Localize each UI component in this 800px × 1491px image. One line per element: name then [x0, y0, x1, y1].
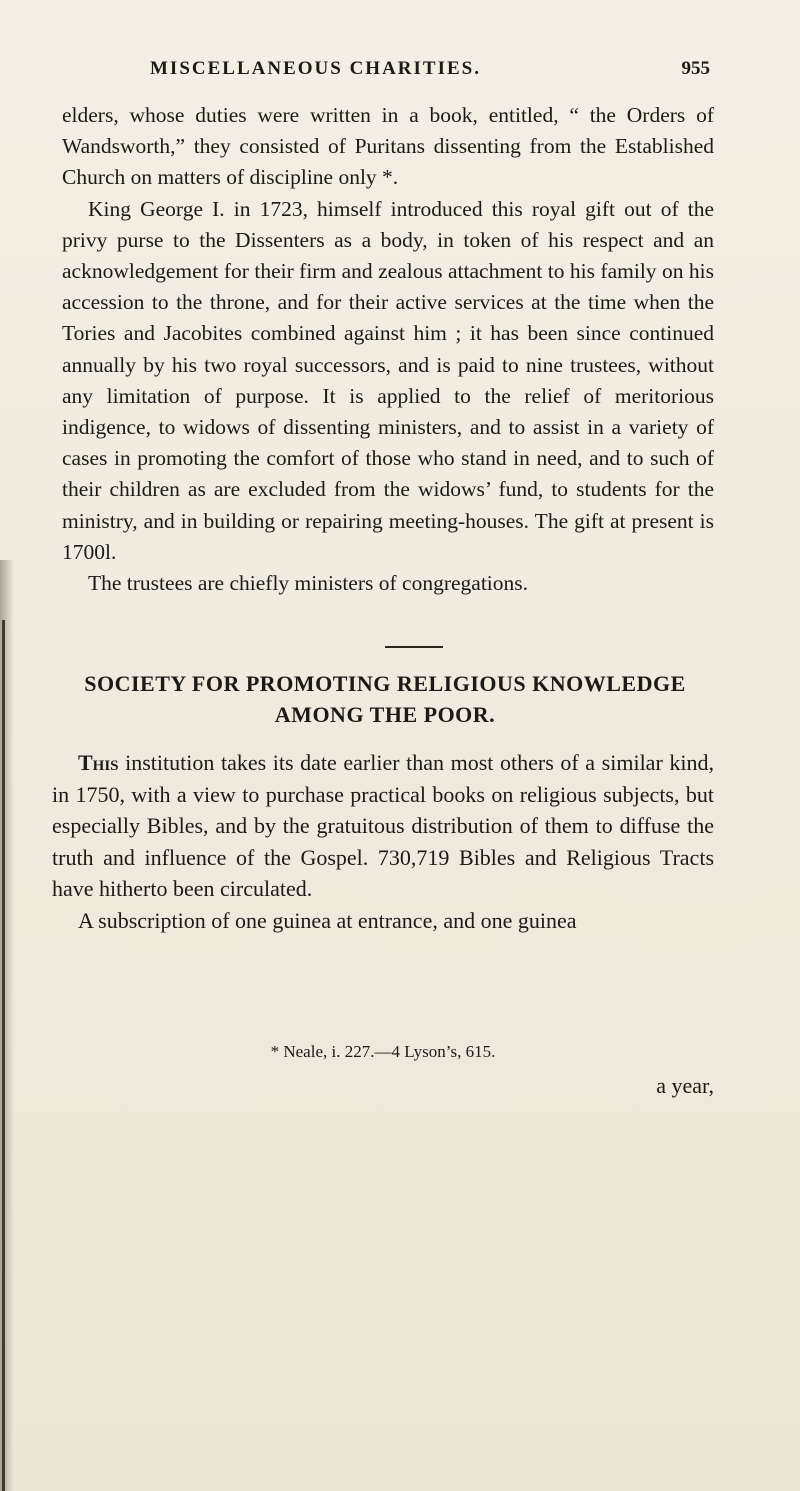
- page-number: 955: [681, 58, 710, 79]
- section-text: [52, 747, 714, 937]
- section-divider-rule: [385, 646, 443, 648]
- paragraph-trustees: The trustees are chiefly ministers of congregations.: [88, 571, 529, 596]
- running-head-title: MISCELLANEOUS CHARITIES.: [150, 58, 481, 79]
- section-paragraph-1-text: institution takes its date earlier than most others of a similar kind, in 1750, with a view to purchase practical books on religious subjects, but especially Bibles, and by the gratuitous distribution of them to diffuse the truth and influence of the Gospel. 730,719 Bibles and Religious Tracts have hitherto been circulated.: [52, 750, 714, 902]
- catchword: a year,: [656, 1073, 714, 1098]
- paragraph-royal-gift: King George I. in 1723, himself introduced this royal gift out of the privy purse to the Dissenters as a body, in token of his respect and an acknowledgement for their firm and zealous attachment to his family on his accession to the throne, and for their active services at the time when the Tories and Jacobites combined against him ; it has been since continued annually by his two royal successors, and is paid to nine trustees, without any limitation of purpose. It is applied to the relief of meritorious indigence, to widows of dissenting ministers, and to assist in a variety of cases in promoting the comfort of those who stand in need, and to such of their children as are excluded from the widows’ fund, to students for the ministry, and in building or repairing meeting-houses. The gift at present is 1700l.: [62, 196, 714, 564]
- section-heading-line1: SOCIETY FOR PROMOTING RELIGIOUS KNOWLEDGE: [84, 671, 686, 696]
- section-paragraph-1: [52, 747, 714, 905]
- section-heading-line2: AMONG THE POOR.: [274, 702, 496, 727]
- paragraph-continuation: elders, whose duties were written in a book, entitled, “ the Orders of Wandsworth,” they consisted of Puritans dissenting from the Established Church on matters of discipline only *.: [62, 103, 714, 190]
- binding-edge-line: [2, 620, 5, 1491]
- running-head: [150, 58, 710, 88]
- lead-word: This: [78, 750, 119, 775]
- body-text: [62, 100, 714, 599]
- section-heading: [50, 668, 720, 730]
- footnote: * Neale, i. 227.—4 Lyson’s, 615.: [270, 1042, 496, 1061]
- section-paragraph-2: A subscription of one guinea at entrance, and one guinea: [78, 907, 577, 933]
